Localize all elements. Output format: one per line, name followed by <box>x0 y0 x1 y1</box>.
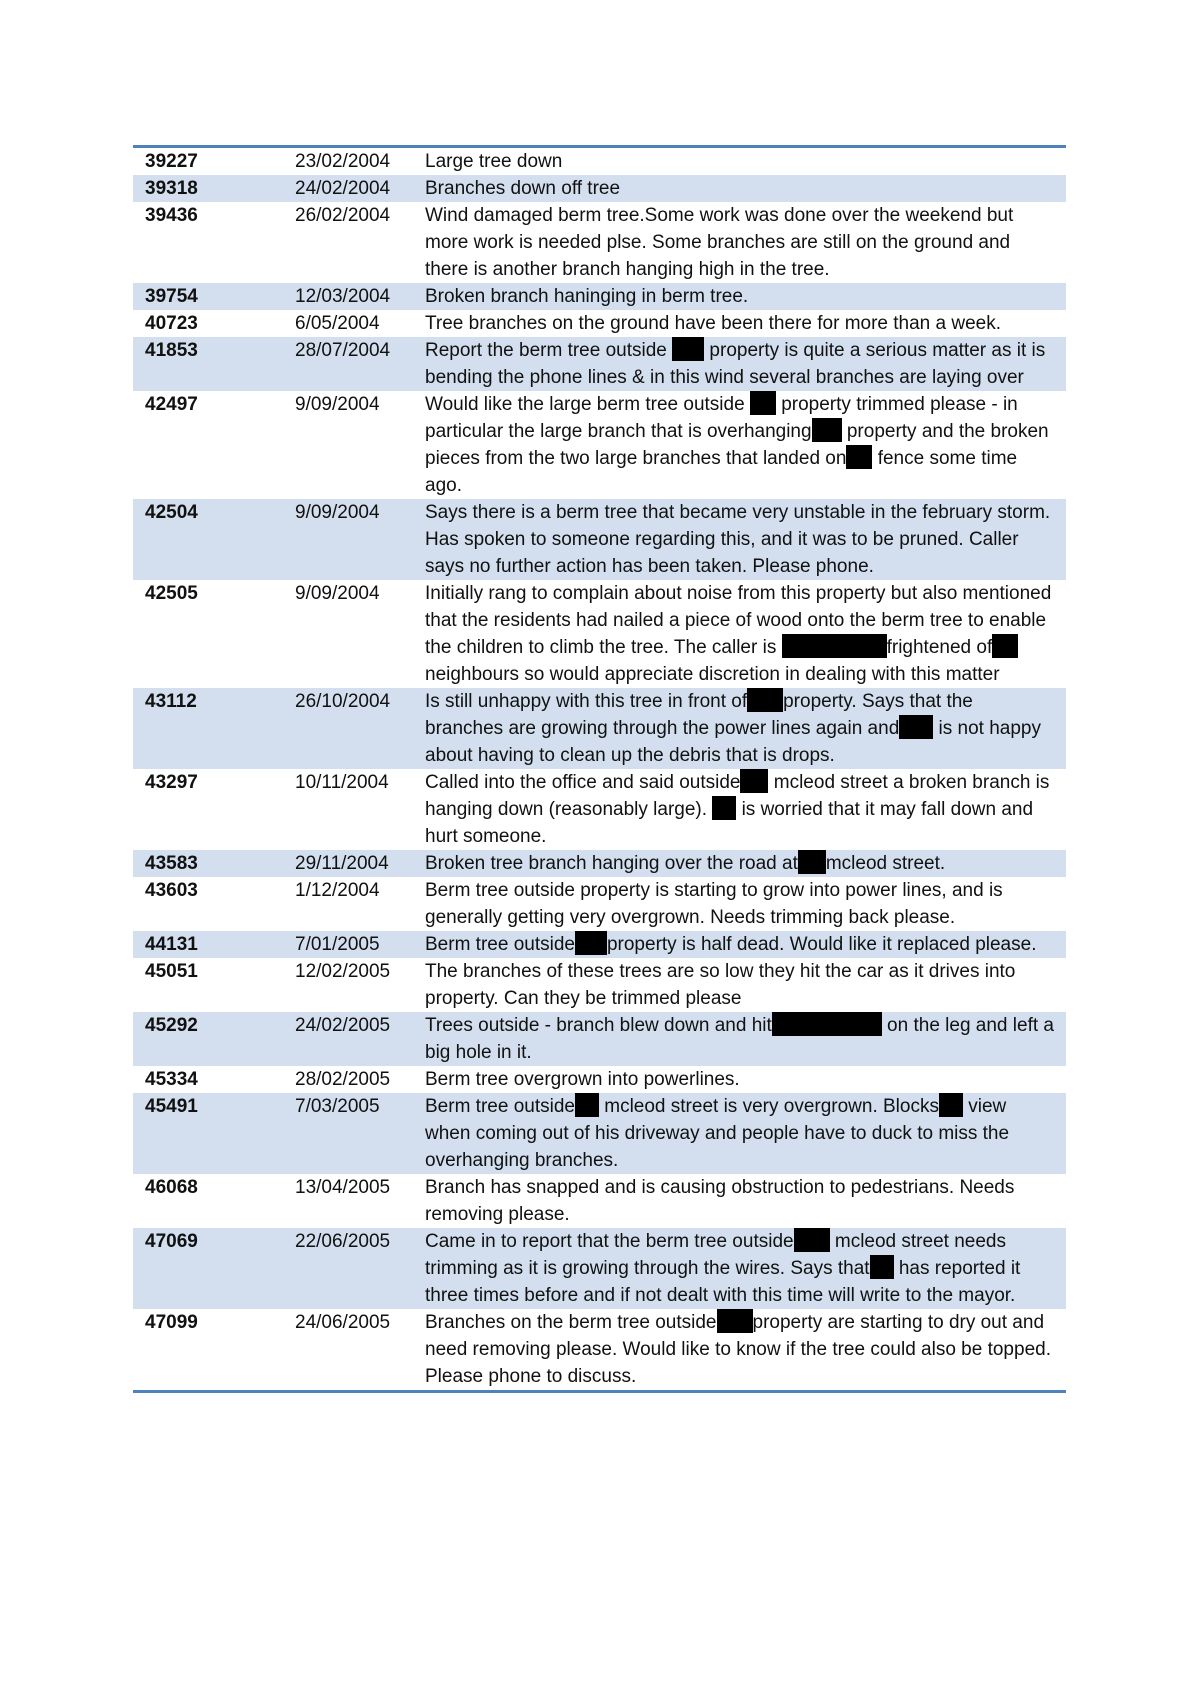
description-text: fence some time ago. <box>425 448 1018 496</box>
redaction-block <box>782 634 887 658</box>
request-date: 7/03/2005 <box>295 1096 380 1117</box>
request-date: 9/09/2004 <box>295 583 380 604</box>
table-row <box>133 1228 1066 1309</box>
request-date: 12/02/2005 <box>295 961 391 982</box>
complaints-table <box>133 145 1066 1393</box>
request-date: 24/02/2005 <box>295 1015 391 1036</box>
description-text: Tree branches on the ground have been there for more than a week. <box>425 313 1001 334</box>
description-text: Would like the large berm tree outside <box>425 394 750 415</box>
table-row <box>133 580 1066 688</box>
table-row <box>133 850 1066 877</box>
description-text: Berm tree overgrown into powerlines. <box>425 1069 740 1090</box>
description-text: neighbours so would appreciate discretion in dealing with this matter <box>425 664 1000 685</box>
table-row <box>133 310 1066 337</box>
request-description <box>425 877 1060 931</box>
request-description <box>425 1228 1060 1309</box>
description-text: mcleod street needs trimming as it is growing through the wires. Says that <box>425 1231 1006 1279</box>
request-id: 41853 <box>145 340 198 361</box>
table-row <box>133 1066 1066 1093</box>
table-row <box>133 175 1066 202</box>
description-text: Branch has snapped and is causing obstruction to pedestrians. Needs removing please. <box>425 1177 1015 1225</box>
description-text: has reported it three times before and if not dealt with this time will write to the mayor. <box>425 1258 1021 1306</box>
request-description <box>425 148 1060 175</box>
request-date: 28/02/2005 <box>295 1069 391 1090</box>
request-id: 47099 <box>145 1312 198 1333</box>
description-text: Branches down off tree <box>425 178 621 199</box>
table-row <box>133 148 1066 175</box>
table-row <box>133 688 1066 769</box>
redaction-block <box>899 715 933 739</box>
request-date: 24/06/2005 <box>295 1312 391 1333</box>
description-text: property is quite a serious matter as it is bending the phone lines & in this wind several branches are laying over <box>425 340 1046 388</box>
description-text: frightened of <box>886 637 993 658</box>
description-text: is not happy about having to clean up the debris that is drops. <box>425 718 1042 766</box>
request-id: 40723 <box>145 313 198 334</box>
description-text: Large tree down <box>425 151 563 172</box>
redaction-block <box>672 337 704 361</box>
request-id: 39318 <box>145 178 198 199</box>
request-date: 12/03/2004 <box>295 286 391 307</box>
redaction-block <box>772 1012 882 1036</box>
description-text: Called into the office and said outside <box>425 772 741 793</box>
redaction-block <box>750 391 776 415</box>
description-text: Berm tree outside <box>425 934 575 955</box>
request-description <box>425 1066 1060 1093</box>
request-date: 22/06/2005 <box>295 1231 391 1252</box>
description-text: Berm tree outside property is starting to grow into power lines, and is generally getting very overgrown. Needs trimming back please. <box>425 880 1003 928</box>
redaction-block <box>747 688 783 712</box>
request-date: 10/11/2004 <box>295 772 389 793</box>
request-id: 45491 <box>145 1096 198 1117</box>
request-id: 42497 <box>145 394 198 415</box>
description-text: property trimmed please - in particular the large branch that is overhanging <box>425 394 1018 442</box>
request-date: 26/10/2004 <box>295 691 391 712</box>
request-description <box>425 337 1060 391</box>
table-row <box>133 769 1066 850</box>
request-date: 1/12/2004 <box>295 880 380 901</box>
description-text: mcleod street. <box>825 853 946 874</box>
description-text: Branches on the berm tree outside <box>425 1312 717 1333</box>
request-date: 6/05/2004 <box>295 313 380 334</box>
description-text: Wind damaged berm tree.Some work was done over the weekend but more work is needed plse. Some branches are still on the ground and there is another branch hanging high in the tree. <box>425 205 1014 280</box>
request-description <box>425 1309 1060 1390</box>
description-text: on the leg and left a big hole in it. <box>425 1015 1054 1063</box>
request-id: 39754 <box>145 286 198 307</box>
request-description <box>425 769 1060 850</box>
redaction-block <box>870 1255 894 1279</box>
request-description <box>425 310 1060 337</box>
request-date: 29/11/2004 <box>295 853 389 874</box>
description-text: Came in to report that the berm tree outside <box>425 1231 794 1252</box>
request-id: 44131 <box>145 934 198 955</box>
request-id: 47069 <box>145 1231 198 1252</box>
request-description <box>425 688 1060 769</box>
table-row <box>133 1093 1066 1174</box>
request-id: 43583 <box>145 853 198 874</box>
request-id: 43297 <box>145 772 198 793</box>
request-description <box>425 850 1060 877</box>
description-text: Initially rang to complain about noise from this property but also mentioned that the residents had nailed a piece of wood onto the berm tree to enable the children to climb the tree. The caller is <box>425 583 1052 658</box>
request-description <box>425 283 1060 310</box>
request-description <box>425 499 1060 580</box>
request-id: 43112 <box>145 691 197 712</box>
description-text: is worried that it may fall down and hurt someone. <box>425 799 1034 847</box>
description-text: Broken tree branch hanging over the road at <box>425 853 798 874</box>
redaction-block <box>992 634 1018 658</box>
table-row <box>133 337 1066 391</box>
description-text: Says there is a berm tree that became very unstable in the february storm. Has spoken to someone regarding this, and it was to be pruned. Caller says no further action has been taken. Please phone. <box>425 502 1051 577</box>
description-text: Trees outside - branch blew down and hit <box>425 1015 772 1036</box>
request-id: 45292 <box>145 1015 198 1036</box>
description-text: property are starting to dry out and need removing please. Would like to know if the tree could also be topped. Please phone to discuss. <box>425 1312 1051 1387</box>
description-text: The branches of these trees are so low they hit the car as it drives into property. Can they be trimmed please <box>425 961 1016 1009</box>
request-id: 42505 <box>145 583 198 604</box>
table-row <box>133 499 1066 580</box>
description-text: mcleod street a broken branch is hanging down (reasonably large). <box>425 772 1050 820</box>
request-date: 24/02/2004 <box>295 178 391 199</box>
table-row <box>133 283 1066 310</box>
description-text: Berm tree outside <box>425 1096 575 1117</box>
redaction-block <box>712 796 736 820</box>
request-date: 23/02/2004 <box>295 151 391 172</box>
redaction-block <box>798 850 826 874</box>
redaction-block <box>812 418 842 442</box>
request-date: 13/04/2005 <box>295 1177 391 1198</box>
request-description <box>425 1174 1060 1228</box>
table-row <box>133 1174 1066 1228</box>
description-text: view when coming out of his driveway and people have to duck to miss the overhanging branches. <box>425 1096 1010 1171</box>
request-description <box>425 202 1060 283</box>
request-description <box>425 958 1060 1012</box>
request-date: 28/07/2004 <box>295 340 391 361</box>
table-row <box>133 931 1066 958</box>
description-text: Report the berm tree outside <box>425 340 673 361</box>
description-text: property and the broken pieces from the two large branches that landed on <box>425 421 1049 469</box>
description-text: property. Says that the branches are growing through the power lines again and <box>425 691 973 739</box>
redaction-block <box>846 445 872 469</box>
request-id: 39436 <box>145 205 198 226</box>
request-description <box>425 175 1060 202</box>
request-date: 9/09/2004 <box>295 394 380 415</box>
request-id: 45051 <box>145 961 198 982</box>
request-date: 26/02/2004 <box>295 205 391 226</box>
redaction-block <box>575 1093 599 1117</box>
request-description <box>425 931 1060 958</box>
request-description <box>425 1093 1060 1174</box>
redaction-block <box>717 1309 753 1333</box>
table-row <box>133 1309 1066 1390</box>
redaction-block <box>575 931 607 955</box>
description-text: property is half dead. Would like it replaced please. <box>606 934 1037 955</box>
redaction-block <box>939 1093 963 1117</box>
description-text: Is still unhappy with this tree in front of <box>425 691 748 712</box>
request-description <box>425 580 1060 688</box>
table-row <box>133 202 1066 283</box>
table-row <box>133 391 1066 499</box>
request-date: 9/09/2004 <box>295 502 380 523</box>
request-id: 46068 <box>145 1177 198 1198</box>
request-id: 43603 <box>145 880 198 901</box>
request-description <box>425 1012 1060 1066</box>
request-date: 7/01/2005 <box>295 934 380 955</box>
request-id: 42504 <box>145 502 198 523</box>
redaction-block <box>740 769 768 793</box>
request-description <box>425 391 1060 499</box>
description-text: mcleod street is very overgrown. Blocks <box>598 1096 939 1117</box>
table-row <box>133 1012 1066 1066</box>
request-id: 45334 <box>145 1069 198 1090</box>
description-text: Broken branch haninging in berm tree. <box>425 286 749 307</box>
table-row <box>133 958 1066 1012</box>
redaction-block <box>794 1228 830 1252</box>
request-id: 39227 <box>145 151 198 172</box>
table-row <box>133 877 1066 931</box>
